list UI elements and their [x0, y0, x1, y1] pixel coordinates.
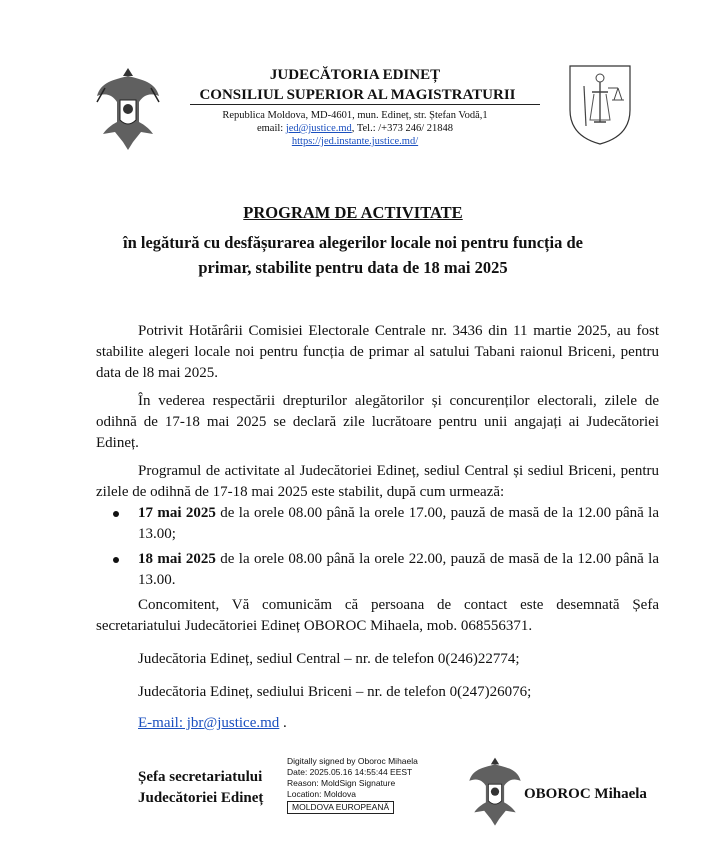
bullet-2-text: de la orele 08.00 până la orele 22.00, pauză de masă de la 12.00 până la 13.00.: [138, 551, 659, 588]
court-name: JUDECĂTORIA EDINEȚ: [269, 67, 441, 83]
signature-role-line-2: Judecătoriei Edineț: [138, 790, 264, 806]
paragraph-working-days: În vederea respectării drepturilor alegătorilor și concurenților electorali, zilele de odihnă de 17-18 mai 2025 se declară zile lucrătoare pentru unii angajați ai Judecătoriei Edineț.: [96, 393, 659, 451]
council-name: CONSILIUL SUPERIOR AL MAGISTRATURII: [199, 87, 516, 103]
subtitle-line-1: în legătură cu desfășurarea alegerilor locale noi pentru funcția de: [123, 233, 583, 252]
website-line: [190, 135, 520, 148]
digital-location: Location: Moldova: [287, 789, 356, 799]
signature-role: [138, 767, 263, 809]
bullet-1-text: de la orele 08.00 până la orele 17.00, pauză de masă de la 12.00 până la 13.00;: [138, 505, 659, 542]
digital-date: Date: 2025.05.16 14:55:44 EEST: [287, 767, 413, 777]
signature-coat-of-arms: [466, 752, 524, 828]
digital-stamp-box: MOLDOVA EUROPEANĂ: [287, 801, 394, 814]
bullet-item-2: [138, 549, 659, 591]
paragraph-schedule-intro: Programul de activitate al Judecătoriei Edineț, sediul Central și sediul Briceni, pentru zilele de odihnă de 17-18 mai 2025 este stabilit, după cum urmează:: [96, 463, 659, 500]
bullet-dot-1: [113, 511, 119, 517]
paragraph-resolution: Potrivit Hotărârii Comisiei Electorale Centrale nr. 3436 din 11 martie 2025, au fost stabilite alegeri locale noi pentru funcția de primar al satului Tabani raionul Briceni, pentru data de l8 mai 2025.: [96, 323, 659, 381]
email-contact-line: [138, 713, 659, 734]
court-emblem-logo: [566, 62, 634, 147]
paragraph-contact-person: Concomitent, Vă comunicăm că persoana de contact este desemnată Șefa secretariatului Judecătoriei Edineț OBOROC Mihaela, mob. 068556371.: [96, 597, 659, 634]
digital-reason: Reason: MoldSign Signature: [287, 778, 396, 788]
address-line: Republica Moldova, MD-4601, mun. Edineț, str. Ștefan Vodă,1: [222, 110, 488, 121]
phone-central: Judecătoria Edineț, sediul Central – nr. de telefon 0(246)22774;: [138, 651, 520, 667]
digital-signature-block: [287, 756, 467, 814]
email-contact-dot: .: [279, 715, 287, 731]
bullet-item-1: [138, 503, 659, 545]
tel-text: , Tel.: /+373 246/ 21848: [351, 123, 454, 134]
contact-line: [190, 122, 520, 135]
email-link[interactable]: jed@justice.md: [285, 123, 352, 134]
subtitle-line-2: primar, stabilite pentru data de 18 mai 2025: [198, 258, 508, 277]
signature-role-line-1: Șefa secretariatului: [138, 769, 263, 785]
signatory-name: OBOROC Mihaela: [524, 786, 647, 802]
bullet-1-date: 17 mai 2025: [138, 505, 216, 521]
bullet-dot-2: [113, 557, 119, 563]
page-title: PROGRAM DE ACTIVITATE: [243, 203, 463, 222]
moldova-coat-of-arms-logo: [93, 62, 163, 152]
header-divider: [190, 104, 540, 105]
digital-signed-by: Digitally signed by Oboroc Mihaela: [287, 756, 418, 766]
subtitle: [70, 230, 636, 280]
email-contact-link[interactable]: E-mail: jbr@justice.md: [138, 715, 280, 731]
email-label: email:: [256, 123, 284, 134]
phone-briceni: Judecătoria Edineț, sediului Briceni – nr. de telefon 0(247)26076;: [138, 684, 532, 700]
bullet-2-date: 18 mai 2025: [138, 551, 216, 567]
website-link[interactable]: https://jed.instante.justice.md/: [291, 136, 419, 147]
